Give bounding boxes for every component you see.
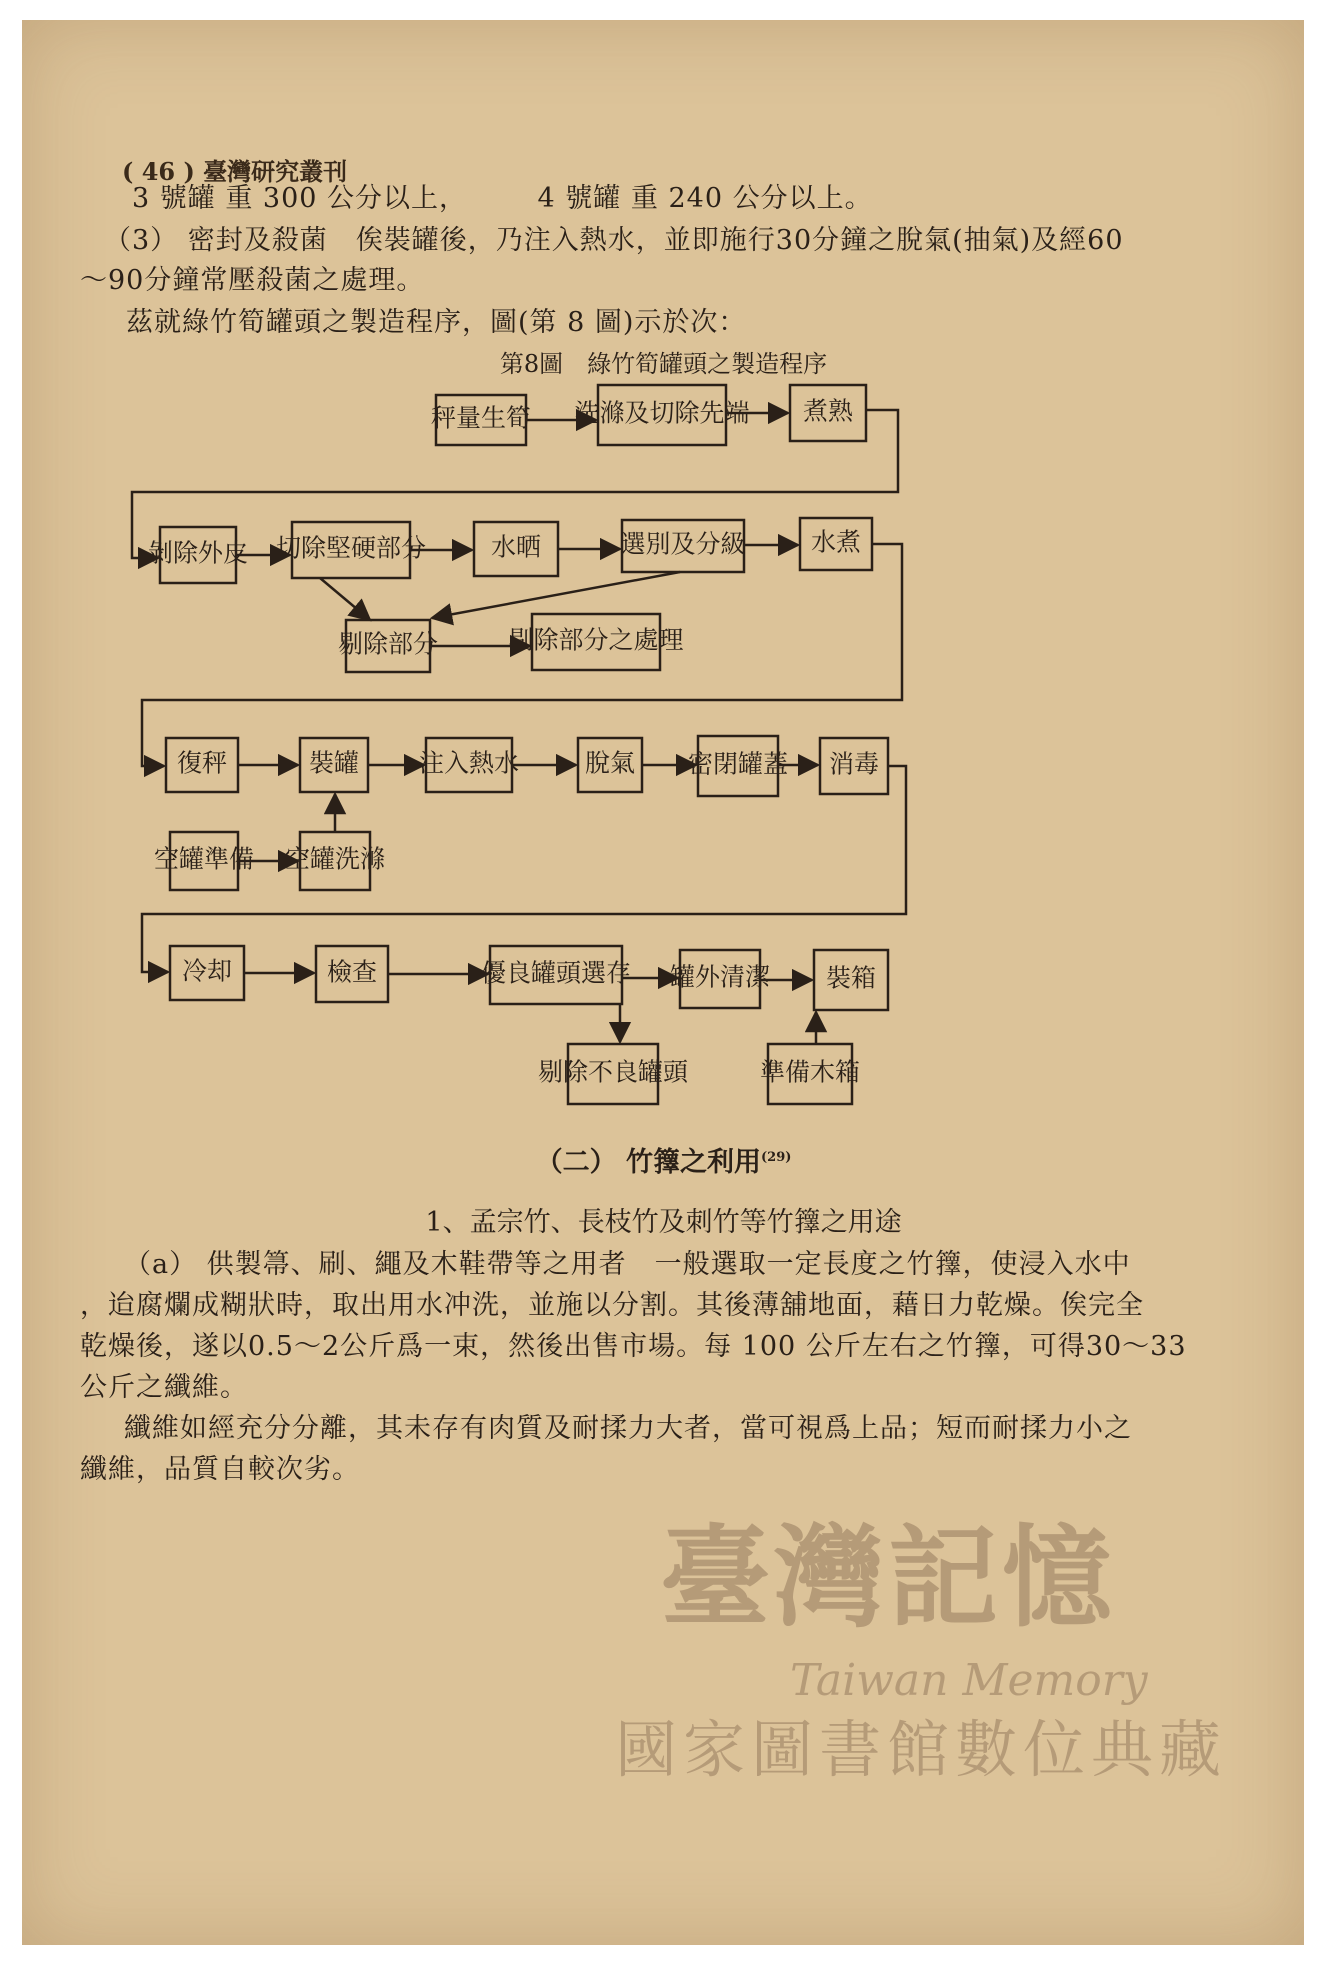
- node-label: 剔除不良罐頭: [537, 1057, 689, 1087]
- watermark-logo: 臺灣記憶: [660, 1513, 1116, 1642]
- paragraph-line: 纖維如經充分分離，其未存有肉質及耐揉力大者，當可視爲上品；短而耐揉力小之: [124, 1413, 1132, 1444]
- node-label: 注入熱水: [418, 748, 520, 778]
- flow-node-n7: [620, 520, 745, 572]
- flow-node-n2: [574, 385, 749, 445]
- flow-node-n1: [431, 395, 531, 445]
- node-label: 冷却: [181, 956, 233, 986]
- paragraph-line: 纖維，品質自較次劣。: [80, 1454, 360, 1485]
- node-label: 裝箱: [825, 963, 877, 993]
- node-label: 密閉罐蓋: [687, 749, 789, 779]
- flow-node-n25: [760, 1044, 860, 1104]
- flow-node-n10: [508, 614, 683, 670]
- node-label: 秤量生筍: [430, 403, 532, 433]
- footnote-ref: (29): [761, 1150, 792, 1165]
- node-label: 脫氣: [584, 748, 636, 778]
- flow-node-n5: [276, 522, 426, 578]
- flow-node-n4: [148, 527, 248, 583]
- flow-node-n6: [474, 522, 558, 576]
- node-label: 水晒: [490, 532, 542, 562]
- flow-node-n23: [814, 950, 888, 1010]
- paragraph-line: ，迨腐爛成糊狀時，取出用水冲洗，並施以分割。其後薄舖地面，藉日力乾燥。俟完全: [80, 1290, 1144, 1321]
- flow-arrow: [142, 766, 906, 972]
- text-line: 茲就綠竹筍罐頭之製造程序，圖(第 8 圖)示於次：: [126, 307, 747, 338]
- node-label: 洗滌及切除先端: [574, 398, 750, 428]
- node-label: 復秤: [176, 748, 228, 778]
- flow-node-n16: [820, 738, 888, 794]
- flow-node-n11: [166, 738, 238, 792]
- subheading: 1、孟宗竹、長枝竹及刺竹等竹籜之用途: [425, 1207, 902, 1238]
- node-label: 切除堅硬部分: [275, 533, 427, 563]
- section-heading: [0, 1140, 1327, 1179]
- paragraph-line: （a） 供製箒、刷、繩及木鞋帶等之用者 一般選取一定長度之竹籜，使浸入水中: [124, 1249, 1131, 1280]
- flow-arrow: [432, 572, 680, 618]
- flow-node-n14: [578, 738, 642, 792]
- flow-node-n21: [481, 946, 631, 1004]
- node-label: 消毒: [828, 749, 880, 779]
- flow-node-n15: [688, 736, 788, 796]
- flow-node-n8: [800, 518, 872, 570]
- node-label: 罐外清潔: [669, 962, 771, 992]
- text-line: ～90分鐘常壓殺菌之處理。: [80, 265, 425, 296]
- node-label: 水煮: [810, 527, 862, 557]
- flow-node-n20: [316, 946, 388, 1002]
- flow-arrow: [142, 544, 902, 766]
- flow-node-n24: [538, 1044, 689, 1104]
- flow-node-n9: [338, 620, 438, 672]
- node-label: 檢查: [326, 957, 378, 987]
- section-heading-text: （二） 竹籜之利用: [535, 1147, 761, 1178]
- page-header: ( 46 ) 臺灣研究叢刊: [122, 157, 348, 186]
- flow-node-n18: [285, 832, 386, 890]
- text-line: （3） 密封及殺菌 俟裝罐後，乃注入熱水，並即施行30分鐘之脫氣(抽氣)及經60: [104, 225, 1124, 256]
- flow-node-n22: [670, 950, 770, 1008]
- flow-node-n12: [300, 738, 368, 792]
- figure-caption: 第8圖 綠竹筍罐頭之製造程序: [499, 350, 828, 378]
- flow-node-n19: [170, 946, 244, 1000]
- node-label: 空罐洗滌: [284, 844, 386, 874]
- paragraph-line: 公斤之纖維。: [80, 1372, 248, 1403]
- node-label: 優良罐頭選存: [480, 958, 632, 988]
- text-line: 3 號罐 重 300 公分以上， 4 號罐 重 240 公分以上。: [132, 183, 873, 214]
- watermark-library: 國家圖書館數位典藏: [615, 1713, 1228, 1786]
- node-label: 空罐準備: [153, 844, 255, 874]
- node-label: 準備木箱: [759, 1057, 861, 1087]
- node-label: 選別及分級: [620, 529, 746, 559]
- flow-arrow: [320, 578, 370, 620]
- node-label: 剔除部分之處理: [508, 625, 684, 655]
- watermark-english: Taiwan Memory: [790, 1655, 1148, 1706]
- node-label: 煮熟: [802, 396, 854, 426]
- node-label: 剔除部分: [337, 629, 439, 659]
- flow-node-n3: [790, 385, 866, 441]
- node-label: 裝罐: [308, 748, 360, 778]
- node-label: 剝除外皮: [147, 538, 249, 568]
- paragraph-line: 乾燥後，遂以0.5～2公斤爲一束，然後出售市場。每 100 公斤左右之竹籜，可得30～33: [80, 1331, 1187, 1362]
- flow-node-n13: [419, 738, 519, 792]
